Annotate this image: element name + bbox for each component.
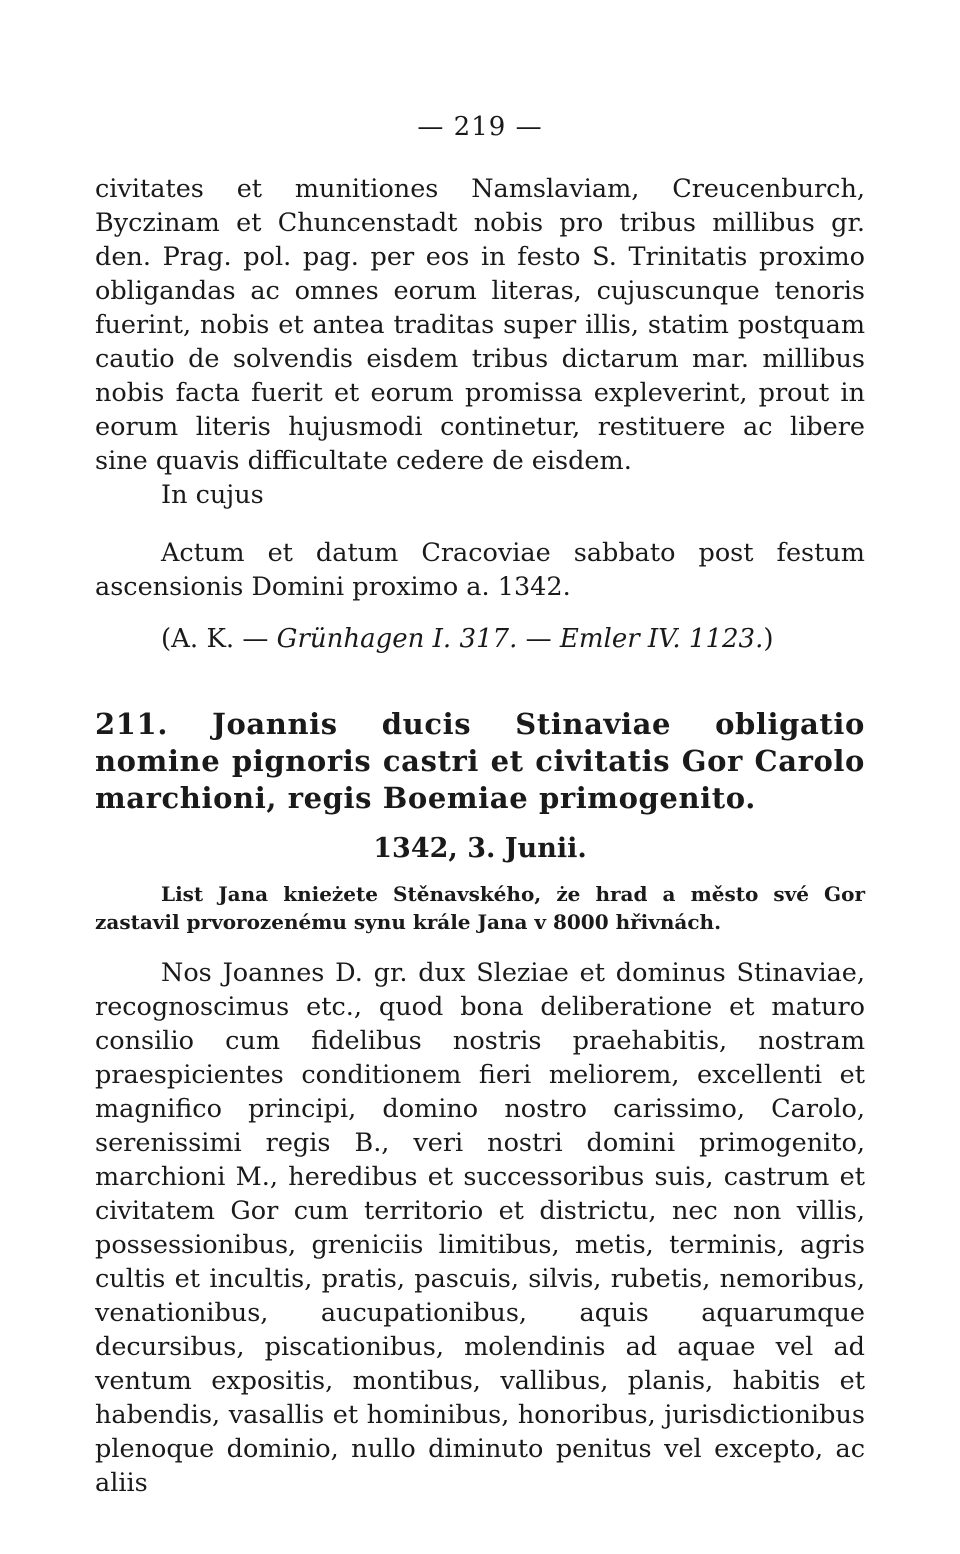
document-summary: List Jana knieżete Stěnavského, że hrad a město své Gor zastavil prvorozenému synu krále Jana v 8000 hřivnách. [95,882,865,934]
document-text: Nos Joannes D. gr. dux Sleziae et dominus Stinaviae, recognoscimus etc., quod bona deliberatione et maturo consilio cum fidelibus nostris praehabitis, nostram praespicientes conditionem fieri meliorem, excellenti et magnifico principi, domino nostro carissimo, Carolo, serenissimi regis B., veri nostri domini primogenito, marchioni M., heredibus et successoribus suis, castrum et civitatem Gor cum territorio et districtu, nec non villis, possessionibus, greniciis limitibus, metis, terminis, agris cultis et incultis, pratis, pascuis, silvis, rubetis, nemoribus, venationibus, aucupationibus, aquis aquarumque decursibus, piscationibus, molendinis ad aquae vel ad ventum expositis, montibus, vallibus, planis, habitis et habendis, vasallis et hominibus, honoribus, jurisdictionibus plenoque dominio, nullo diminuto penitus vel excepto, ac aliis [95,958,865,1498]
document-body [95,956,865,1500]
page-number: — 219 — [417,112,543,142]
document-summary-block [95,880,865,936]
source-dash-2: — [525,624,560,654]
source-close: ) [763,624,774,654]
document-number: 211. [95,707,169,741]
previous-document-text: civitates et munitiones Namslaviam, Creucenburch, Byczinam et Chuncenstadt nobis pro tribus millibus gr. den. Prag. pol. pag. per eos in festo S. Trinitatis proximo obligandas ac omnes eorum literas, cujuscunque tenoris fuerint, nobis et antea traditas super illis, statim postquam cautio de solvendis eisdem tribus dictarum mar. millibus nobis facta fuerit et eorum promissa expleverint, prout in eorum literis hujusmodi continetur, restituere ac libere sine quavis difficultate cedere de eisdem. [95,174,865,476]
document-date-block [95,832,865,866]
source-archive: (A. K. [161,624,235,654]
source-dash-1: — [242,624,277,654]
actum-line [95,536,865,604]
in-cujus: In cujus [161,480,264,510]
source-ref-gruenhagen: Grünhagen I. 317. [276,624,518,654]
document-date: 1342, 3. Junii. [373,833,587,864]
document-heading [95,706,865,817]
actum-text: Actum et datum Cracoviae sabbato post festum ascensionis Domini proximo a. 1342. [95,538,865,602]
document-title: Joannis ducis Stinaviae obligatio nomine pignoris castri et civitatis Gor Carolo marchioni, regis Boemiae primogenito. [95,707,865,815]
source-reference [95,622,865,656]
previous-document-body [95,172,865,478]
in-cujus-line [95,478,865,512]
source-ref-emler: Emler IV. 1123. [559,624,764,654]
